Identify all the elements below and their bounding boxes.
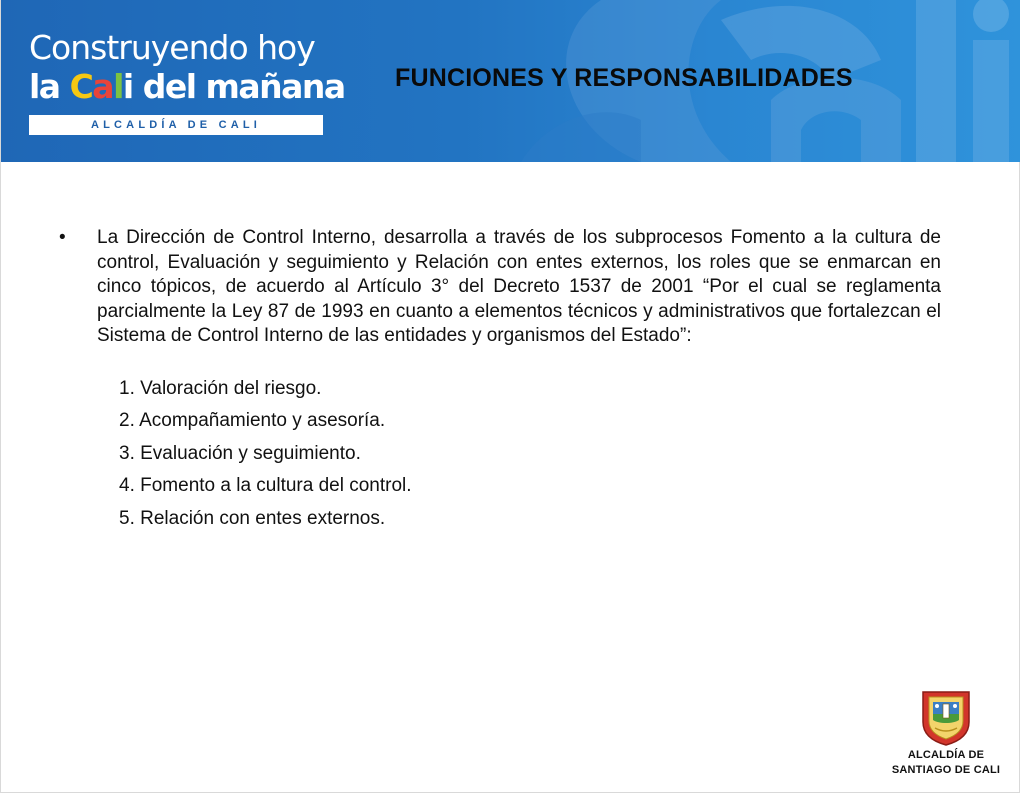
topics-list <box>119 373 941 536</box>
emblem-line2: SANTIAGO DE CALI <box>891 764 1001 776</box>
logo-strip: ALCALDÍA DE CALI <box>29 115 323 135</box>
logo-line2-suffix: del mañana <box>132 67 345 106</box>
logo-cali-letter: l <box>113 67 123 106</box>
topic-item: 4. Fomento a la cultura del control. <box>119 475 412 497</box>
topic-item: 1. Valoración del riesgo. <box>119 377 322 399</box>
bullet-item <box>59 226 941 349</box>
logo-cali-word <box>70 68 133 106</box>
emblem-line1: ALCALDÍA DE <box>907 749 985 761</box>
logo-line2 <box>29 67 345 106</box>
topic-item: 2. Acompañamiento y asesoría. <box>119 410 386 432</box>
coat-of-arms-icon <box>919 688 973 746</box>
topic-item: 3. Evaluación y seguimiento. <box>119 442 361 464</box>
header-banner <box>1 0 1020 162</box>
bullet-symbol: • <box>59 227 66 248</box>
footer-emblem <box>881 688 1011 780</box>
logo-line1: Construyendo hoy <box>29 28 315 67</box>
logo-line2-prefix: la <box>29 67 70 106</box>
logo-cali-letter: C <box>69 67 93 106</box>
logo-cali-letter: a <box>92 67 114 106</box>
alcaldia-logo <box>29 28 345 135</box>
topic-item: 5. Relación con entes externos. <box>119 507 386 529</box>
content-area <box>59 226 941 535</box>
bullet-paragraph: La Dirección de Control Interno, desarrolla a través de los subprocesos Fomento a la cultura de control, Evaluación y seguimiento y Relación con entes externos, los roles que se enmarcan en cinco tópicos, de acuerdo al Artículo 3° del Decreto 1537 de 2001 “Por el cual se reglamenta parcialmente la Ley 87 de 1993 en cuanto a elementos técnicos y administrativos que fortalezcan el Sistema de Control Interno de las entidades y organismos del Estado”: <box>97 227 941 347</box>
page-title: FUNCIONES Y RESPONSABILIDADES <box>395 64 853 92</box>
logo-cali-letter: i <box>122 67 133 106</box>
